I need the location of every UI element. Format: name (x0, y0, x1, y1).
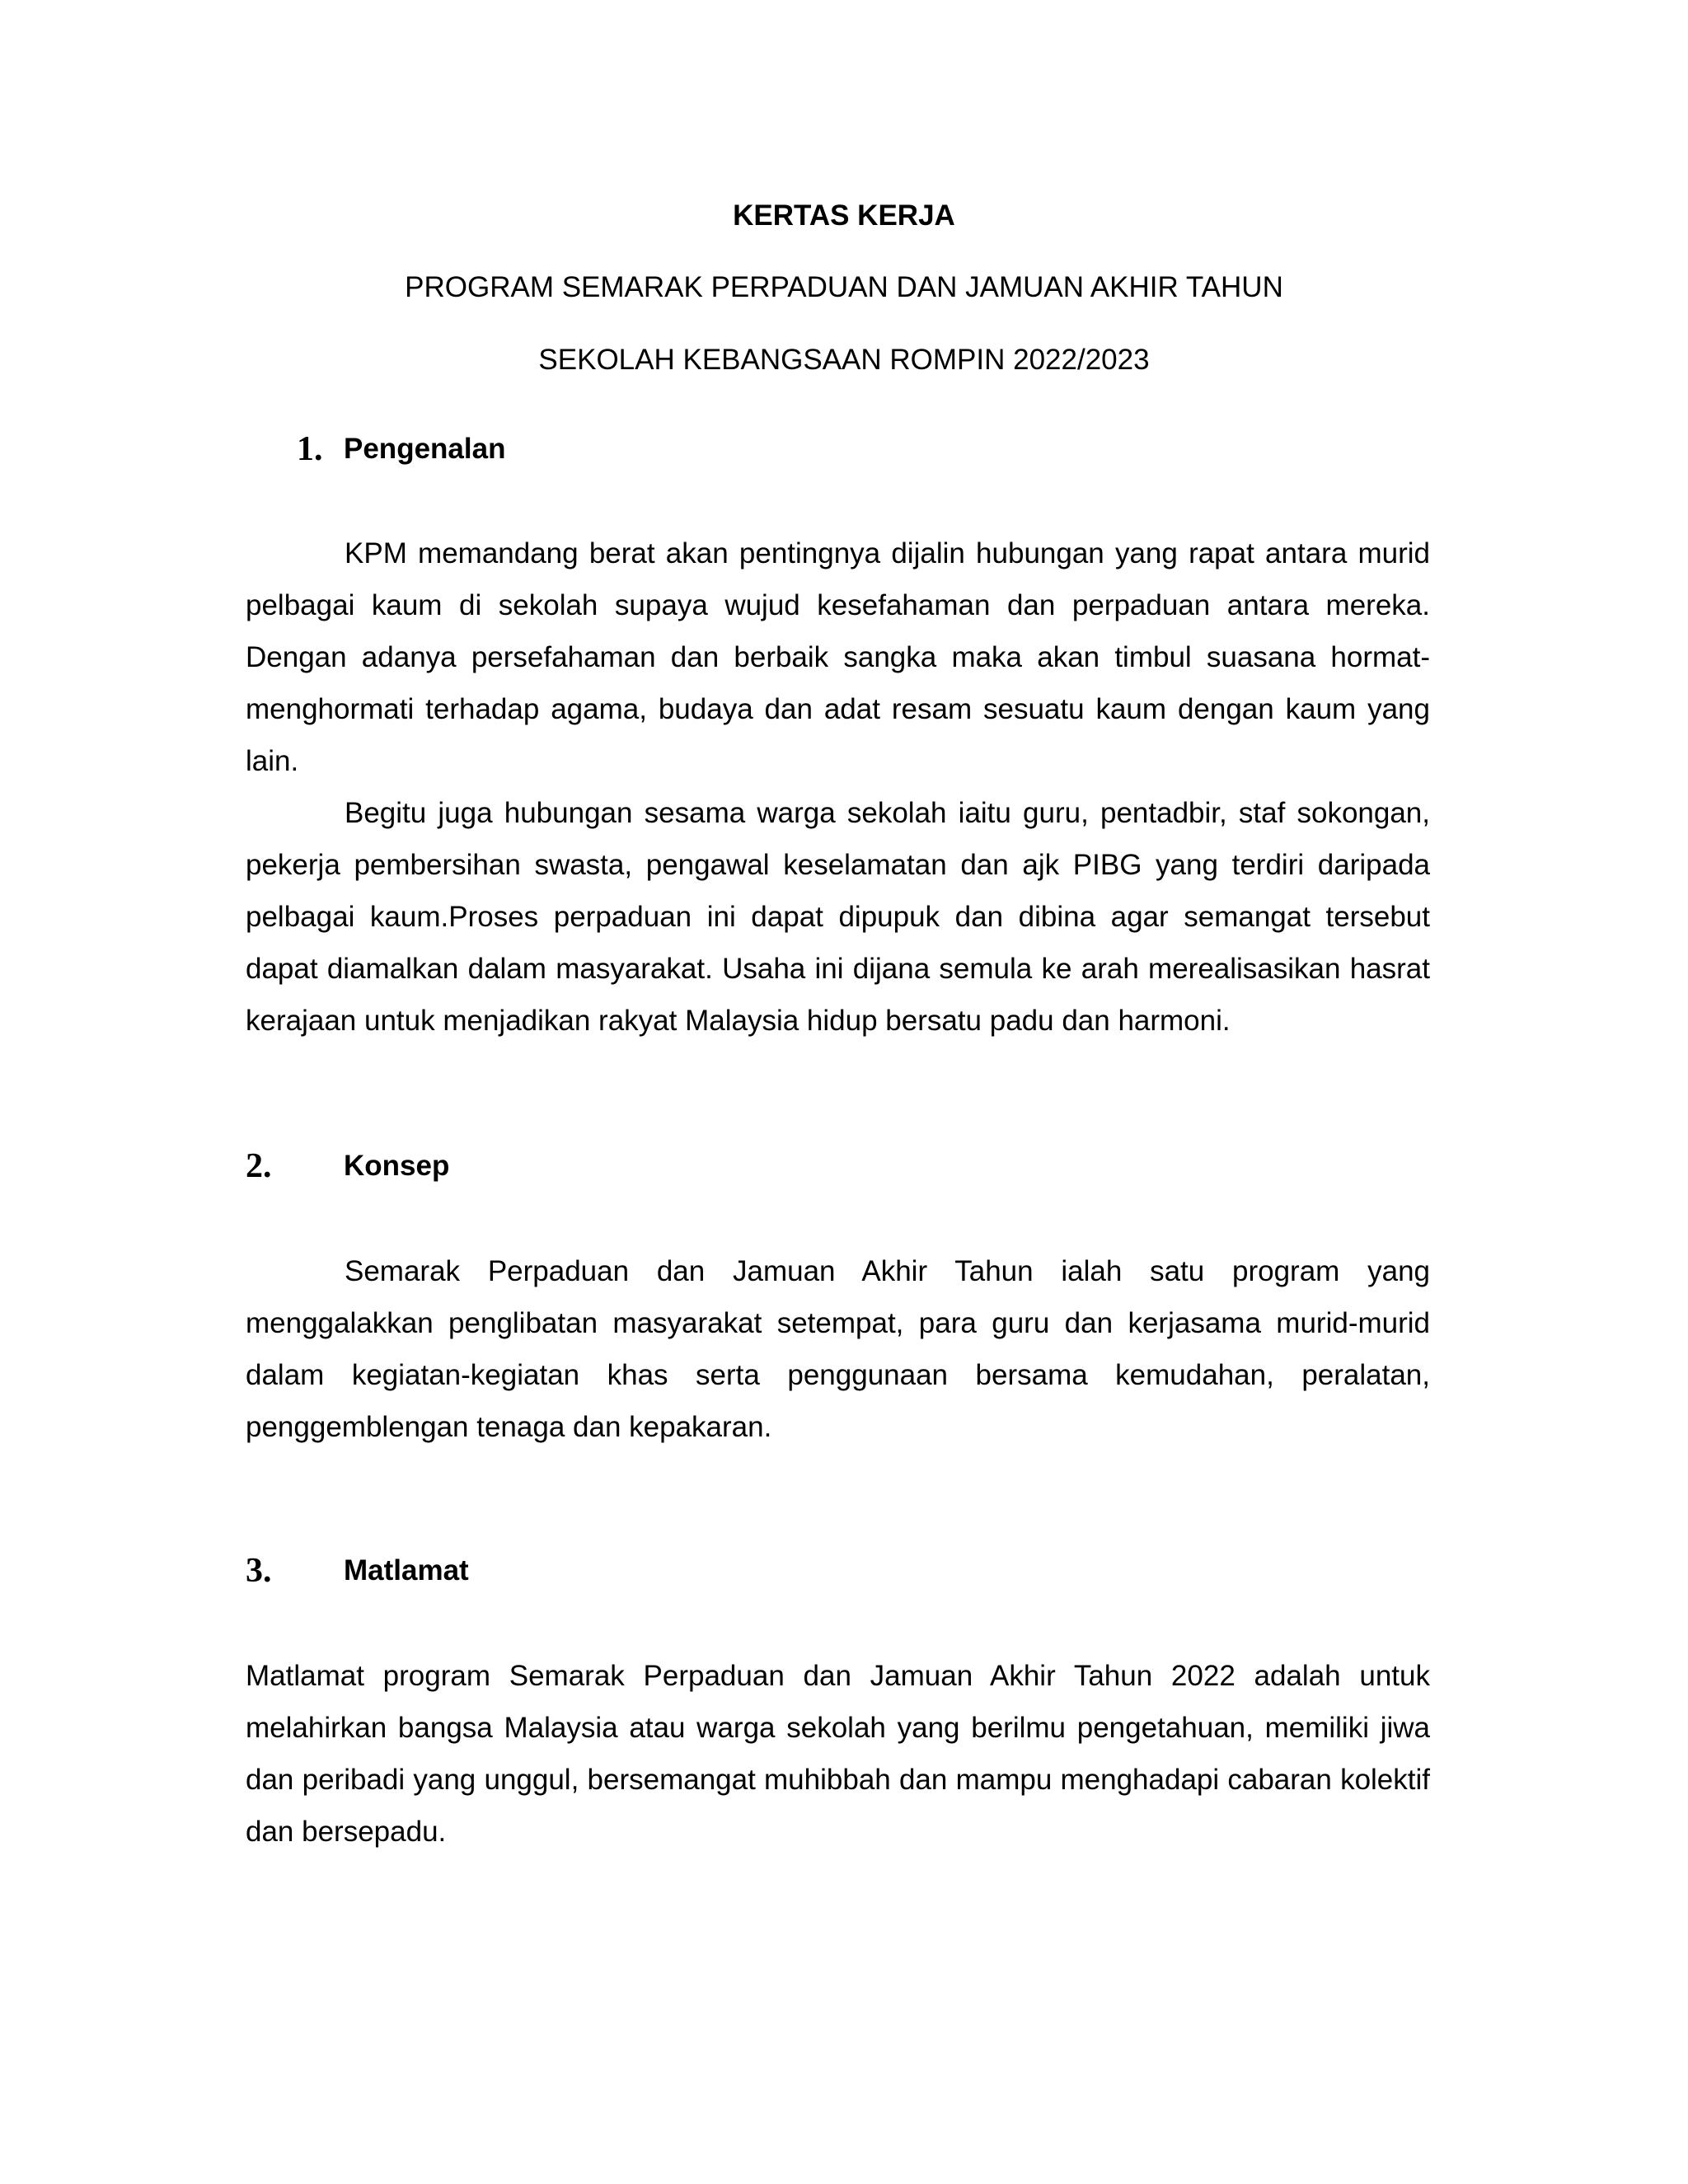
document-title: KERTAS KERJA (733, 199, 955, 232)
paragraph-pengenalan-1: KPM memandang berat akan pentingnya dijalin hubungan yang rapat antara murid pelbagai kaum di sekolah supaya wujud kesefahaman dan perpaduan antara mereka. Dengan adanya persefahaman dan berbaik sangka maka akan timbul suasana hormat-menghormati terhadap agama, budaya dan adat resam sesuatu kaum dengan kaum yang lain. (246, 537, 1430, 777)
section-number: 3. (246, 1552, 272, 1590)
paragraph-pengenalan-2: Begitu juga hubungan sesama warga sekolah iaitu guru, pentadbir, staf sokongan, pekerja pembersihan swasta, pengawal keselamatan dan ajk PIBG yang terdiri daripada pelbagai kaum.Proses perpaduan ini dapat dipupuk dan dibina agar semangat tersebut dapat diamalkan dalam masyarakat. Usaha ini dijana semula ke arah merealisasikan hasrat kerajaan untuk menjadikan rakyat Malaysia hidup bersatu padu dan harmoni. (246, 797, 1430, 1037)
section-title: Matlamat (344, 1554, 469, 1586)
section-number: 2. (246, 1147, 272, 1185)
section-heading-konsep (0, 1141, 1688, 1191)
section-heading-pengenalan (0, 424, 1688, 474)
section-title: Pengenalan (344, 433, 506, 465)
document-subtitle-program: PROGRAM SEMARAK PERPADUAN DAN JAMUAN AKHIR TAHUN (405, 271, 1283, 303)
paragraph-konsep: Semarak Perpaduan dan Jamuan Akhir Tahun ialah satu program yang menggalakkan penglibatan masyarakat setempat, para guru dan kerjasama murid-murid dalam kegiatan-kegiatan khas serta penggunaan bersama kemudahan, peralatan, penggemblengan tenaga dan kepakaran. (246, 1255, 1430, 1443)
paragraph-matlamat: Matlamat program Semarak Perpaduan dan Jamuan Akhir Tahun 2022 adalah untuk melahirkan bangsa Malaysia atau warga sekolah yang berilmu pengetahuan, memiliki jiwa dan peribadi yang unggul, bersemangat muhibbah dan mampu menghadapi cabaran kolektif dan bersepadu. (246, 1660, 1430, 1848)
section-heading-matlamat (0, 1546, 1688, 1596)
section-number: 1. (297, 430, 323, 468)
section-title: Konsep (344, 1150, 450, 1182)
document-subtitle-school: SEKOLAH KEBANGSAAN ROMPIN 2022/2023 (538, 344, 1150, 376)
